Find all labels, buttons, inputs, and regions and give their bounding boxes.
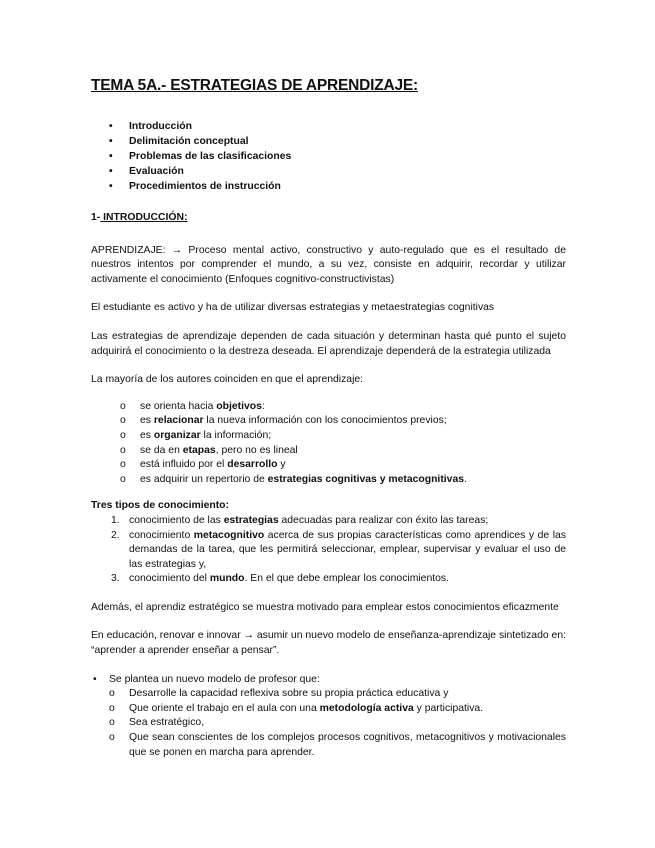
list-item: o es relacionar la nueva información con los conocimientos previos; [140, 414, 566, 429]
list-item: o Desarrolle la capacidad reflexiva sobre su propia práctica educativa y [129, 687, 566, 702]
list-item: o Sea estratégico, [129, 716, 566, 731]
circle-bullet-icon: o [120, 400, 126, 412]
bullet-icon: • [109, 136, 113, 147]
list-item: 3. conocimiento del mundo. En el que debe emplear los conocimientos. [111, 573, 449, 585]
list-item: 2. conocimiento metacognitivo acerca de sus propias características como aprendices y de las demandas de la tarea, que les permitirá seleccionar, emplear, supervisar y evaluar el uso de las estrategias y, [111, 529, 566, 570]
paragraph-educacion: En educación, renovar e innovar → asumir un nuevo modelo de enseñanza-aprendizaje sintetizado en: “aprender a aprender enseñar a pensar”. [91, 630, 566, 657]
bullet-icon: • [109, 151, 113, 162]
bullet-icon: • [93, 673, 97, 685]
paragraph-mayoria: La mayoría de los autores coinciden en que el aprendizaje: [91, 374, 364, 386]
modelo-sublist [109, 687, 566, 760]
bullet-icon: • [109, 181, 113, 192]
toc-item: • Delimitación conceptual [127, 135, 566, 150]
list-item: o se da en etapas, pero no es lineal [140, 444, 566, 459]
circle-bullet-icon: o [120, 415, 126, 427]
circle-bullet-icon: o [120, 444, 126, 456]
tipos-heading: Tres tipos de conocimiento: [91, 500, 229, 512]
table-of-contents [91, 120, 566, 195]
circle-bullet-icon: o [120, 473, 126, 485]
section-heading: 1- INTRODUCCIÓN: [91, 212, 188, 223]
document-title: TEMA 5A.- ESTRATEGIAS DE APRENDIZAJE: [91, 77, 419, 94]
aprendizaje-list [91, 400, 566, 488]
circle-bullet-icon: o [120, 459, 126, 471]
tipos-list [91, 514, 566, 587]
circle-bullet-icon: o [109, 732, 115, 744]
list-item: o es organizar la información; [140, 429, 566, 444]
toc-item: • Evaluación [127, 165, 566, 180]
paragraph-estudiante: El estudiante es activo y ha de utilizar diversas estrategias y metaestrategias cognitivas [91, 302, 495, 314]
list-item: • Se plantea un nuevo modelo de profesor que: o Desarrolle la capacidad reflexiva sobre su propia práctica educativa y o Que oriente el trabajo en el aula con una metodología activa y participativa. o Sea estratégico, o Que sean conscientes de los complejos procesos cognitivos, metacognitivos y motivacionales que se ponen en marcha para aprender. [109, 673, 566, 761]
toc-item: • Procedimientos de instrucción [127, 180, 566, 195]
list-item: 1. conocimiento de las estrategias adecuadas para realizar con éxito las tareas; [111, 514, 489, 526]
list-item: o es adquirir un repertorio de estrategias cognitivas y metacognitivas. [140, 473, 566, 488]
bullet-icon: • [109, 166, 113, 177]
list-item: o Que oriente el trabajo en el aula con una metodología activa y participativa. [129, 702, 566, 717]
paragraph-estrategias: Las estrategias de aprendizaje dependen de cada situación y determinan hasta qué punto el sujeto adquirirá el conocimiento o la destreza deseada. El aprendizaje dependerá de la estrategia utilizada [91, 330, 566, 357]
bullet-icon: • [109, 121, 113, 132]
list-item: o se orienta hacia objetivos: [140, 400, 566, 415]
circle-bullet-icon: o [109, 688, 115, 700]
circle-bullet-icon: o [109, 717, 115, 729]
circle-bullet-icon: o [120, 429, 126, 441]
modelo-list [91, 673, 566, 761]
list-item: o está influido por el desarrollo y [140, 458, 566, 473]
toc-item: • Introducción [127, 120, 566, 135]
paragraph-aprendizaje: APRENDIZAJE: → Proceso mental activo, constructivo y auto-regulado que es el resultado de nuestros intentos por comprender el mundo, a su vez, consiste en adquirir, recordar y utilizar activamente el conocimiento (Enfoques cognitivo-constructivistas) [91, 244, 566, 285]
list-item: o Que sean conscientes de los complejos procesos cognitivos, metacognitivos y motivacionales que se ponen en marcha para aprender. [109, 732, 566, 758]
document-content [91, 76, 566, 760]
paragraph-ademas: Además, el aprendiz estratégico se muestra motivado para emplear estos conocimientos eficazmente [91, 601, 559, 613]
circle-bullet-icon: o [109, 702, 115, 714]
toc-item: • Problemas de las clasificaciones [127, 150, 566, 165]
